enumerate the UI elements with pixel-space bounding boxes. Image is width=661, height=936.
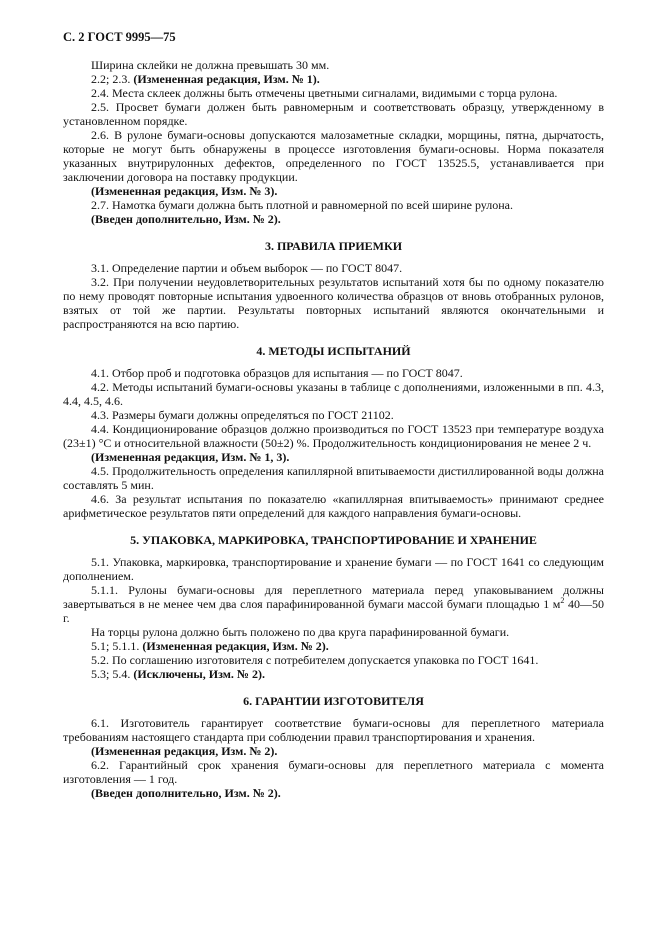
paragraph xyxy=(63,639,604,653)
paragraph-text: 2.7. Намотка бумаги должна быть плотной и равномерной по всей ширине рулона. xyxy=(91,198,514,212)
paragraph xyxy=(63,625,604,639)
paragraph xyxy=(63,198,604,212)
section-6-body xyxy=(63,716,604,800)
paragraph xyxy=(63,261,604,275)
paragraph xyxy=(63,58,604,72)
paragraph-text: 2.6. В рулоне бумаги-основы допускаются малозаметные складки, морщины, пятна, дырчатость, которые не могут быть обнаружены в процессе изготовления бумаги-основы. Норма показателя указанных внутрирулонных дефектов, определенного по ГОСТ 13525.5, устанавливается при заключении договора на поставку продукции. xyxy=(63,128,604,184)
paragraph-text: 5.1; 5.1.1. xyxy=(91,639,143,653)
paragraph xyxy=(63,555,604,583)
paragraph xyxy=(63,583,604,625)
paragraph-text: 2.2; 2.3. xyxy=(91,72,134,86)
amendment-note: (Введен дополнительно, Изм. № 2). xyxy=(91,212,281,226)
paragraph-text: 4.6. За результат испытания по показателю «капиллярная впитываемость» принимают среднее арифметическое результатов пяти определений для каждого направления бумаги-основы. xyxy=(63,492,604,520)
document-body xyxy=(63,58,604,800)
section-4-title: 4. МЕТОДЫ ИСПЫТАНИЙ xyxy=(256,344,411,358)
paragraph xyxy=(63,758,604,786)
amendment-note: (Измененная редакция, Изм. № 2). xyxy=(142,639,329,653)
paragraph-text: 4.5. Продолжительность определения капиллярной впитываемости дистиллированной воды должна составлять 5 мин. xyxy=(63,464,604,492)
paragraph-text: 4.1. Отбор проб и подготовка образцов для испытания — по ГОСТ 8047. xyxy=(91,366,463,380)
section-6-title: 6. ГАРАНТИИ ИЗГОТОВИТЕЛЯ xyxy=(243,694,424,708)
paragraph xyxy=(63,86,604,100)
section-5-title: 5. УПАКОВКА, МАРКИРОВКА, ТРАНСПОРТИРОВАНИЕ И ХРАНЕНИЕ xyxy=(130,533,537,547)
paragraph xyxy=(63,366,604,380)
paragraph xyxy=(63,184,604,198)
paragraph xyxy=(63,786,604,800)
section-4-body xyxy=(63,366,604,520)
paragraph-text: 4.3. Размеры бумаги должны определяться по ГОСТ 21102. xyxy=(91,408,394,422)
paragraph-text: 3.2. При получении неудовлетворительных результатов испытаний хотя бы по одному показателю по нему проводят повторные испытания удвоенного количества образцов от вновь отобранных рулонов, взятых от той же партии. Результаты повторных испытаний являются окончательными и распространяются на всю партию. xyxy=(63,275,604,331)
paragraph-text: 40—50 г. xyxy=(63,597,604,625)
amendment-note: (Измененная редакция, Изм. № 1). xyxy=(133,72,320,86)
paragraph-text: 6.1. Изготовитель гарантирует соответствие бумаги-основы для переплетного материала требованиям настоящего стандарта при соблюдении правил транспортирования и хранения. xyxy=(63,716,604,744)
paragraph xyxy=(63,380,604,408)
section-2-continued xyxy=(63,58,604,226)
paragraph-text: 5.1.1. Рулоны бумаги-основы для переплетного материала перед упаковыванием должны завертываться в не менее чем два слоя парафинированной бумаги массой бумаги площадью 1 м xyxy=(63,583,604,611)
page-header: С. 2 ГОСТ 9995—75 xyxy=(63,30,176,44)
paragraph xyxy=(63,450,604,464)
amendment-note: (Введен дополнительно, Изм. № 2). xyxy=(91,786,281,800)
paragraph-text: 4.2. Методы испытаний бумаги-основы указаны в таблице с дополнениями, изложенными в пп. 4.3, 4.4, 4.5, 4.6. xyxy=(63,380,604,408)
section-3-body xyxy=(63,261,604,331)
paragraph xyxy=(63,275,604,331)
section-3-title: 3. ПРАВИЛА ПРИЕМКИ xyxy=(264,239,403,253)
section-5-body xyxy=(63,555,604,681)
paragraph xyxy=(63,422,604,450)
paragraph-text: 3.1. Определение партии и объем выборок — по ГОСТ 8047. xyxy=(91,261,403,275)
paragraph-text: 5.3; 5.4. xyxy=(91,667,134,681)
paragraph xyxy=(63,744,604,758)
amendment-note: (Исключены, Изм. № 2). xyxy=(133,667,265,681)
paragraph xyxy=(63,667,604,681)
paragraph-text: 6.2. Гарантийный срок хранения бумаги-основы для переплетного материала с момента изготовления — 1 год. xyxy=(63,758,604,786)
amendment-note: (Измененная редакция, Изм. № 3). xyxy=(91,184,278,198)
paragraph xyxy=(63,653,604,667)
paragraph xyxy=(63,128,604,184)
paragraph xyxy=(63,100,604,128)
paragraph xyxy=(63,408,604,422)
paragraph-text: 2.4. Места склеек должны быть отмечены цветными сигналами, видимыми с торца рулона. xyxy=(91,86,558,100)
paragraph-text: 5.2. По соглашению изготовителя с потребителем допускается упаковка по ГОСТ 1641. xyxy=(91,653,539,667)
paragraph-text: 5.1. Упаковка, маркировка, транспортирование и хранение бумаги — по ГОСТ 1641 со следующим дополнением. xyxy=(63,555,604,583)
paragraph xyxy=(63,716,604,744)
amendment-note: (Измененная редакция, Изм. № 1, 3). xyxy=(91,450,290,464)
paragraph xyxy=(63,212,604,226)
paragraph xyxy=(63,492,604,520)
paragraph-text: Ширина склейки не должна превышать 30 мм. xyxy=(91,58,330,72)
paragraph-text: 2 xyxy=(560,596,565,605)
amendment-note: (Измененная редакция, Изм. № 2). xyxy=(91,744,278,758)
paragraph xyxy=(63,72,604,86)
paragraph-text: 4.4. Кондиционирование образцов должно производиться по ГОСТ 13523 при температуре воздуха (23±1) °С и относительной влажности (50±2) %. Продолжительность кондиционирования не менее 2 ч. xyxy=(63,422,604,450)
paragraph-text: На торцы рулона должно быть положено по два круга парафинированной бумаги. xyxy=(91,625,510,639)
paragraph-text: 2.5. Просвет бумаги должен быть равномерным и соответствовать образцу, утвержденному в установленном порядке. xyxy=(63,100,604,128)
paragraph xyxy=(63,464,604,492)
